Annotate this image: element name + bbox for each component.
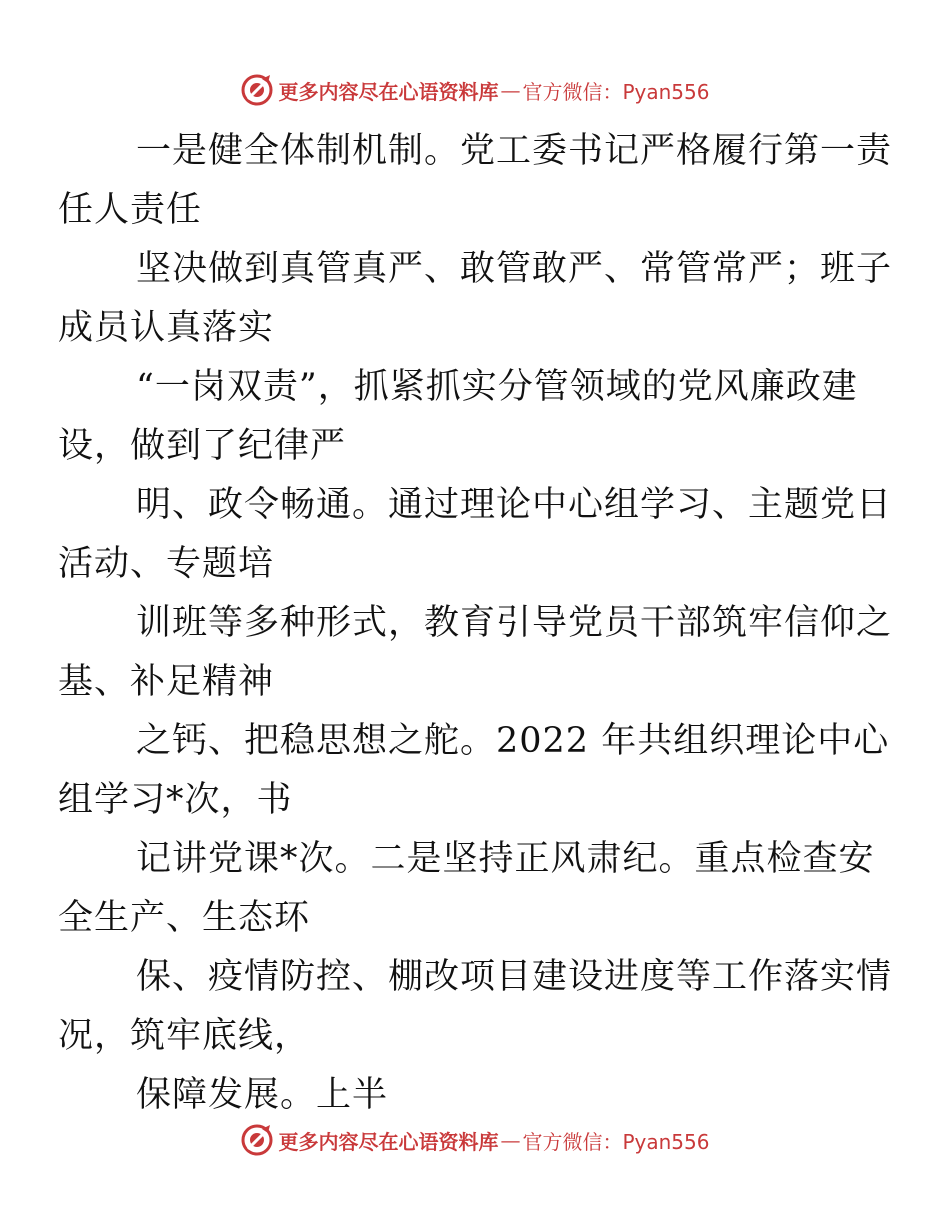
paragraph: 坚决做到真管真严、敢管敢严、常管常严；班子 成员认真落实 <box>58 249 893 348</box>
header-brand-text: 更多内容尽在心语资料库 <box>278 79 499 104</box>
document-body <box>58 122 893 1125</box>
footer-separator: — <box>500 1128 521 1152</box>
footer-wechat-text: 官方微信：Pyan556 <box>522 1129 710 1154</box>
paragraph: 保障发展。上半 <box>136 1075 389 1115</box>
paragraph: 一是健全体制机制。党工委书记严格履行第一责 任人责任 <box>58 131 893 230</box>
paragraph: 明、政令畅通。通过理论中心组学习、主题党日 活动、专题培 <box>58 485 893 584</box>
brand-logo-icon <box>240 73 274 107</box>
paragraph: 训班等多种形式，教育引导党员干部筑牢信仰之 基、补足精神 <box>58 603 893 702</box>
header-banner <box>0 70 950 110</box>
brand-logo-icon <box>240 1123 274 1157</box>
paragraph: 之钙、把稳思想之舵。2022 年共组织理论中心 组学习*次，书 <box>58 721 890 820</box>
header-wechat-text: 官方微信：Pyan556 <box>522 79 710 104</box>
footer-brand-text: 更多内容尽在心语资料库 <box>278 1129 499 1154</box>
header-separator: — <box>500 78 521 102</box>
footer-banner <box>0 1120 950 1160</box>
paragraph: 记讲党课*次。二是坚持正风肃纪。重点检查安 全生产、生态环 <box>58 839 875 938</box>
paragraph: 保、疫情防控、棚改项目建设进度等工作落实情 况，筑牢底线， <box>58 957 893 1056</box>
paragraph: “一岗双责”，抓紧抓实分管领域的党风廉政建 设，做到了纪律严 <box>58 367 858 466</box>
